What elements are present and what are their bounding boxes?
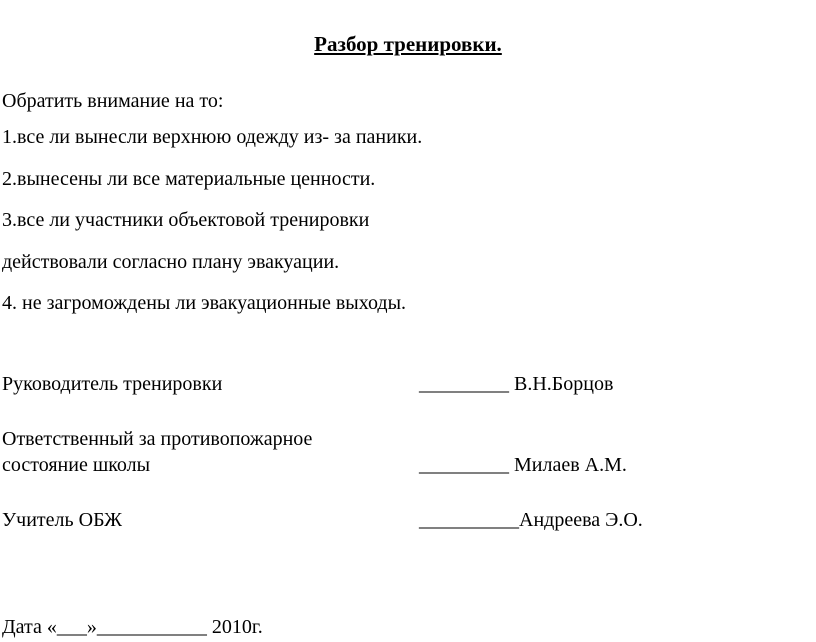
list-item: действовали согласно плану эвакуации. (2, 251, 340, 273)
signature-role-teacher: Учитель ОБЖ (2, 509, 122, 531)
page-title: Разбор тренировки. (314, 32, 502, 56)
signature-role-leader: Руководитель тренировки (2, 373, 223, 395)
list-item: 1.все ли вынесли верхнюю одежду из- за паники. (2, 126, 423, 148)
intro-text: Обратить внимание на то: (2, 90, 224, 112)
list-item: 4. не загромождены ли эвакуационные выходы. (2, 292, 407, 314)
list-item: 2.вынесены ли все материальные ценности. (2, 168, 376, 190)
signature-line-teacher: __________Андреева Э.О. (419, 509, 643, 531)
signature-role-responsible-line1: Ответственный за противопожарное (2, 428, 313, 450)
signature-line-responsible: _________ Милаев А.М. (419, 454, 627, 476)
signature-line-leader: _________ В.Н.Борцов (419, 373, 614, 395)
signature-role-responsible-line2: состояние школы (2, 454, 151, 476)
list-item: 3.все ли участники объектовой тренировки (2, 209, 370, 231)
date-line: Дата «___»___________ 2010г. (2, 616, 263, 638)
